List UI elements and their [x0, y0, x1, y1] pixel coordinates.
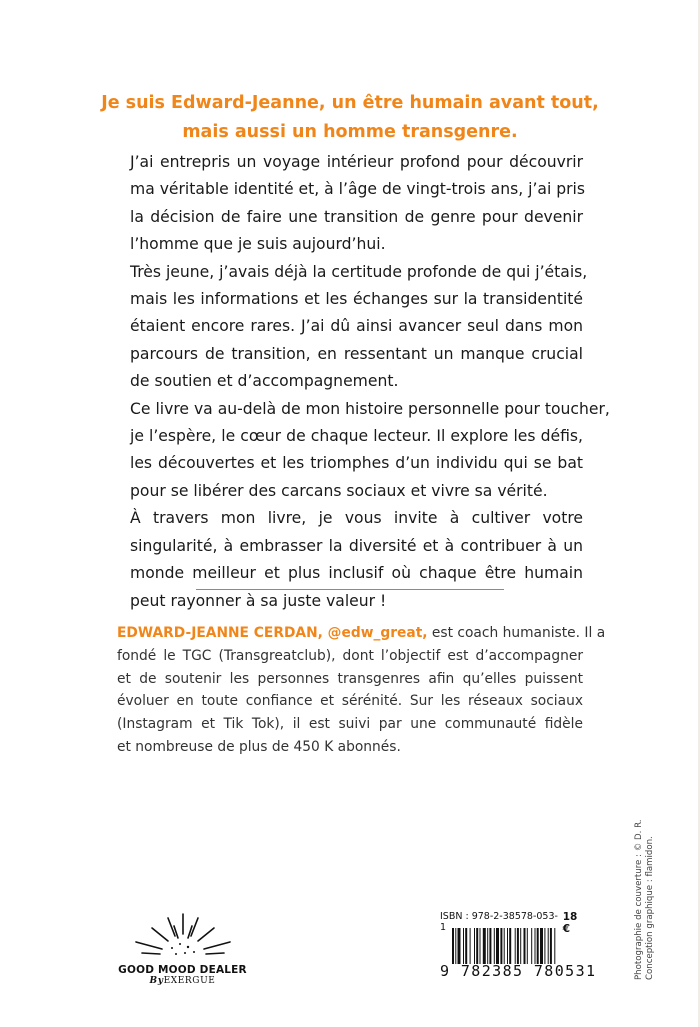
barcode-bar: [489, 928, 491, 964]
blurb-line: parcours de transition, en ressentant un manque crucial: [130, 344, 583, 363]
barcode-bar: [494, 928, 495, 964]
barcode-bar: [496, 928, 499, 964]
barcode-bar: [531, 928, 532, 964]
credits: [634, 820, 656, 981]
publisher-by: By: [149, 976, 164, 986]
blurb-paragraph: [130, 259, 588, 396]
headline-line: mais aussi un homme transgenre.: [182, 122, 518, 142]
barcode-bar: [520, 928, 521, 964]
blurb-line: pour se libérer des carcans sociaux et vivre sa vérité.: [130, 481, 548, 500]
barcode-bar: [544, 928, 545, 964]
publisher-logo: [115, 912, 250, 986]
blurb-line: ma véritable identité et, à l’âge de vingt-trois ans, j’ai pris: [130, 180, 586, 199]
price: 18 €: [562, 911, 578, 935]
bio-line: et de soutenir les personnes transgenres afin qu’elles puissent: [117, 670, 583, 687]
barcode-bar: [455, 928, 456, 964]
publisher-imprint-name: EXERGUE: [163, 976, 216, 986]
barcode-bar: [515, 928, 516, 964]
barcode-bar: [507, 928, 508, 964]
barcode-bar: [535, 928, 536, 964]
barcode-bar: [470, 928, 471, 964]
publisher-name: GOOD MOOD DEALER: [118, 964, 247, 976]
barcode-bar: [517, 928, 519, 964]
design-credit: Conception graphique : flamidon.: [645, 836, 655, 980]
blurb-line: les découvertes et les triomphes d’un individu qui se bat: [130, 454, 583, 473]
barcode-number: 9 782385 780531: [440, 962, 597, 980]
bio-text: est coach humaniste. Il a: [427, 625, 606, 641]
headline-line: Je suis Edward-Jeanne, un être humain avant tout,: [101, 93, 599, 113]
blurb-line: la décision de faire une transition de genre pour devenir: [130, 207, 583, 226]
blurb-line: je l’espère, le cœur de chaque lecteur. Il explore les défis,: [130, 427, 583, 446]
bio-line: et nombreuse de plus de 450 K abonnés.: [117, 738, 401, 755]
publisher-imprint: [115, 976, 250, 986]
barcode-bar: [504, 928, 505, 964]
bio-line: (Instagram et Tik Tok), il est suivi par une communauté fidèle: [117, 716, 583, 733]
barcode-bar: [548, 928, 549, 964]
barcode-bar: [452, 928, 454, 964]
bio-line: évoluer en toute confiance et sérénité. Sur les réseaux sociaux: [117, 693, 583, 710]
barcode-bar: [483, 928, 486, 964]
bio-line: fondé le TGC (Transgreatclub), dont l’objectif est d’accompagner: [117, 647, 583, 664]
blurb-paragraph: [130, 149, 586, 259]
headline: [100, 89, 600, 147]
blurb-line: l’homme que je suis aujourd’hui.: [130, 235, 386, 254]
isbn-label: ISBN : 978-2-38578-053-1: [440, 911, 558, 933]
blurb-line: J’ai entrepris un voyage intérieur profond pour découvrir: [130, 153, 583, 171]
blurb-line: étaient encore rares. J’ai dû ainsi avancer seul dans mon: [130, 317, 583, 336]
barcode-bar: [458, 928, 461, 964]
blurb-paragraph: [130, 505, 583, 615]
blurb-line: de soutien et d’accompagnement.: [130, 372, 399, 391]
sunburst-icon: [128, 912, 238, 958]
barcode-bar: [524, 928, 526, 964]
blurb-line: singularité, à embrasser la diversité et à contribuer à un: [130, 536, 583, 555]
bio-line: [117, 622, 606, 645]
barcode-bar: [487, 928, 488, 964]
photo-credit: Photographie de couverture : © D. R.: [634, 819, 644, 980]
barcode-bar: [480, 928, 481, 964]
barcode-bar: [509, 928, 511, 964]
barcode-bar: [527, 928, 528, 964]
barcode-bar: [465, 928, 467, 964]
author-name: EDWARD-JEANNE CERDAN, @edw_great,: [117, 625, 428, 641]
barcode-bar: [463, 928, 464, 964]
barcode-bar: [550, 928, 552, 964]
blurb-line: mais les informations et les échanges sur la transidentité: [130, 290, 583, 309]
barcode-bar: [474, 928, 475, 964]
blurb-line: Ce livre va au-delà de mon histoire personnelle pour toucher,: [130, 399, 610, 418]
blurb: [130, 149, 610, 615]
blurb-paragraph: [130, 396, 610, 506]
author-bio: [117, 622, 606, 759]
barcode-bar: [537, 928, 539, 964]
blurb-line: Très jeune, j’avais déjà la certitude profonde de qui j’étais,: [130, 262, 588, 281]
barcode-bar: [554, 928, 555, 964]
blurb-line: monde meilleur et plus inclusif où chaque être humain: [130, 564, 583, 583]
barcode-bar: [476, 928, 478, 964]
blurb-line: peut rayonner à sa juste valeur !: [130, 591, 387, 610]
barcode-bar: [540, 928, 543, 964]
divider: [196, 589, 504, 590]
barcode-bar: [500, 928, 502, 964]
blurb-line: À travers mon livre, je vous invite à cultiver votre: [130, 509, 583, 528]
